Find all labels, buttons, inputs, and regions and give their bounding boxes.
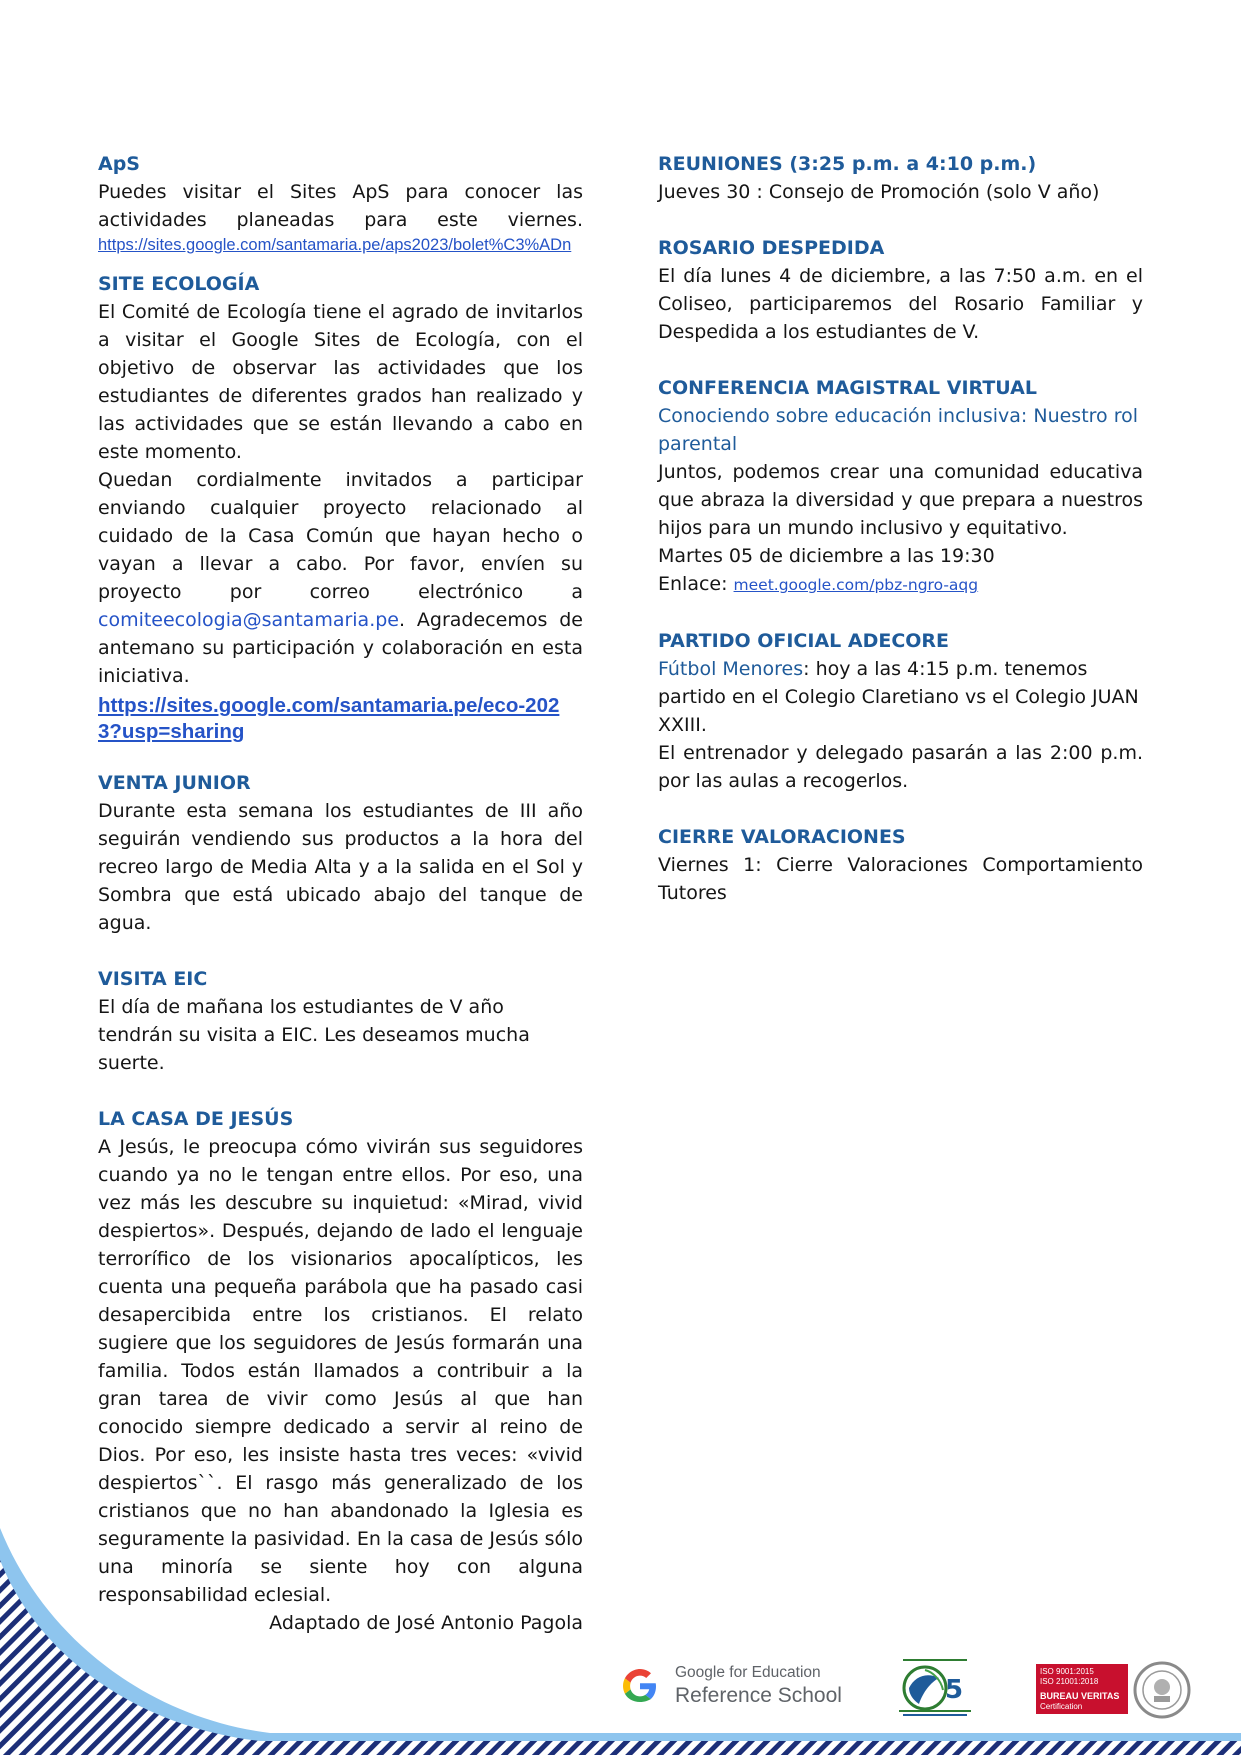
- venta-text: Durante esta semana los estudiantes de III año seguirán vendiendo sus productos a la hora del recreo largo de Media Alta y a la salida en el Sol y Sombra que está ubicado abajo del tanque de agua.: [98, 800, 583, 934]
- right-column: [658, 150, 1143, 907]
- visita-title: VISITA EIC: [98, 968, 208, 990]
- aps-link[interactable]: https://sites.google.com/santamaria.pe/aps2023/bolet%C3%ADn: [98, 236, 572, 254]
- casa-title: LA CASA DE JESÚS: [98, 1108, 294, 1130]
- rosario-text: El día lunes 4 de diciembre, a las 7:50 a.m. en el Coliseo, participaremos del Rosario Familiar y Despedida a los estudiantes de V.: [658, 265, 1143, 343]
- left-column: [98, 150, 583, 1637]
- section-casa-jesus: [98, 1105, 583, 1637]
- conferencia-text: Juntos, podemos crear una comunidad educativa que abraza la diversidad y que prepara a nuestros hijos para un mundo inclusivo y equitativo.: [658, 461, 1143, 539]
- ecologia-title: SITE ECOLOGÍA: [98, 273, 260, 295]
- conferencia-link[interactable]: meet.google.com/pbz-ngro-aqg: [733, 576, 979, 594]
- section-venta-junior: [98, 769, 583, 937]
- reuniones-text: Jueves 30 : Consejo de Promoción (solo V año): [658, 181, 1100, 203]
- section-cierre: [658, 823, 1143, 907]
- reuniones-title: REUNIONES (3:25 p.m. a 4:10 p.m.): [658, 153, 1037, 175]
- casa-text: A Jesús, le preocupa cómo vivirán sus seguidores cuando ya no le tengan entre ellos. Por eso, una vez más les descubre su inquietud: «Mirad, vivid despiertos». Después, dejando de lado el lenguaje terrorífico de los visionarios apocalípticos, les cuenta una pequeña parábola que ha pasado casi desapercibida entre los cristianos. El relato sugiere que los seguidores de Jesús formarán una familia. Todos están llamados a contribuir a la gran tarea de vivir como Jesús al que han conocido siempre dedicado a servir al reino de Dios. Por eso, les insiste hasta tres veces: «vivid despiertos``. El rasgo más generalizado de los cristianos que no han abandonado la Iglesia es seguramente la pasividad. En la casa de Jesús sólo una minoría se siente hoy con alguna responsabilidad eclesial.: [98, 1136, 583, 1606]
- section-conferencia: [658, 374, 1143, 599]
- conferencia-subtitle: Conociendo sobre educación inclusiva: Nuestro rol parental: [658, 405, 1139, 455]
- google-for-education-logo: [620, 1662, 850, 1712]
- rosario-title: ROSARIO DESPEDIDA: [658, 237, 885, 259]
- bv-seal-icon: [1132, 1660, 1192, 1720]
- section-rosario: [658, 234, 1143, 346]
- google-line-1: Google for Education: [675, 1664, 821, 1681]
- ecologia-link[interactable]: https://sites.google.com/santamaria.pe/eco-2023?usp=sharing: [98, 694, 560, 743]
- bureau-veritas-logo: [1036, 1660, 1194, 1718]
- partido-title: PARTIDO OFICIAL ADECORE: [658, 630, 950, 652]
- bv-line-3: BUREAU VERITAS: [1040, 1691, 1120, 1701]
- globe-leaf-icon: [895, 1658, 975, 1720]
- section-ecologia: [98, 270, 583, 745]
- ecologia-p2-after: . Agradecemos de antemano su participación y colaboración en esta iniciativa.: [98, 609, 583, 687]
- cierre-text: Viernes 1: Cierre Valoraciones Comportamiento Tutores: [658, 854, 1143, 904]
- ecologia-paragraph-2: [98, 466, 583, 690]
- google-g-icon: [620, 1666, 660, 1706]
- bv-line-4: Certification: [1040, 1702, 1083, 1711]
- cierre-title: CIERRE VALORACIONES: [658, 826, 906, 848]
- bv-line-1: ISO 9001:2015: [1040, 1667, 1094, 1676]
- partido-text-1: [658, 655, 1143, 739]
- section-partido: [658, 627, 1143, 795]
- aps-text: Puedes visitar el Sites ApS para conocer las actividades planeadas para este viernes.: [98, 181, 583, 231]
- conferencia-date: Martes 05 de diciembre a las 19:30: [658, 545, 995, 567]
- conferencia-link-line: [658, 570, 1143, 599]
- ecologia-paragraph-1: El Comité de Ecología tiene el agrado de invitarlos a visitar el Google Sites de Ecología, con el objetivo de observar las actividades que los estudiantes de diferentes grados han realizado y las actividades que se están llevando a cabo en este momento.: [98, 301, 583, 463]
- partido-text-1-rest: : hoy a las 4:15 p.m. tenemos partido en el Colegio Claretiano vs el Colegio JUAN XXIII.: [658, 658, 1139, 736]
- partido-highlight: Fútbol Menores: [658, 658, 804, 680]
- casa-credit: Adaptado de José Antonio Pagola: [269, 1612, 583, 1634]
- partido-text-2: El entrenador y delegado pasarán a las 2:00 p.m. por las aulas a recogerlos.: [658, 742, 1143, 792]
- conferencia-link-label: Enlace:: [658, 573, 734, 595]
- ecologia-p2-before: Quedan cordialmente invitados a participar enviando cualquier proyecto relacionado al cuidado de la Casa Común que hayan hecho o vayan a llevar a cabo. Por favor, envíen su proyecto por correo electrónico a: [98, 469, 583, 603]
- svg-text:5: 5: [945, 1675, 964, 1705]
- proyecto-educativo-logo: [895, 1658, 975, 1720]
- google-line-2: Reference School: [675, 1684, 842, 1707]
- bv-certification-badge: [1036, 1664, 1128, 1714]
- visita-text: El día de mañana los estudiantes de V año tendrán su visita a EIC. Les deseamos mucha suerte.: [98, 996, 530, 1074]
- conferencia-title: CONFERENCIA MAGISTRAL VIRTUAL: [658, 377, 1037, 399]
- section-reuniones: [658, 150, 1143, 206]
- section-aps: [98, 150, 583, 256]
- section-visita-eic: [98, 965, 583, 1077]
- ecologia-email[interactable]: comiteecologia@santamaria.pe: [98, 609, 399, 631]
- venta-title: VENTA JUNIOR: [98, 772, 251, 794]
- aps-title: ApS: [98, 153, 140, 175]
- bv-line-2: ISO 21001:2018: [1040, 1677, 1099, 1686]
